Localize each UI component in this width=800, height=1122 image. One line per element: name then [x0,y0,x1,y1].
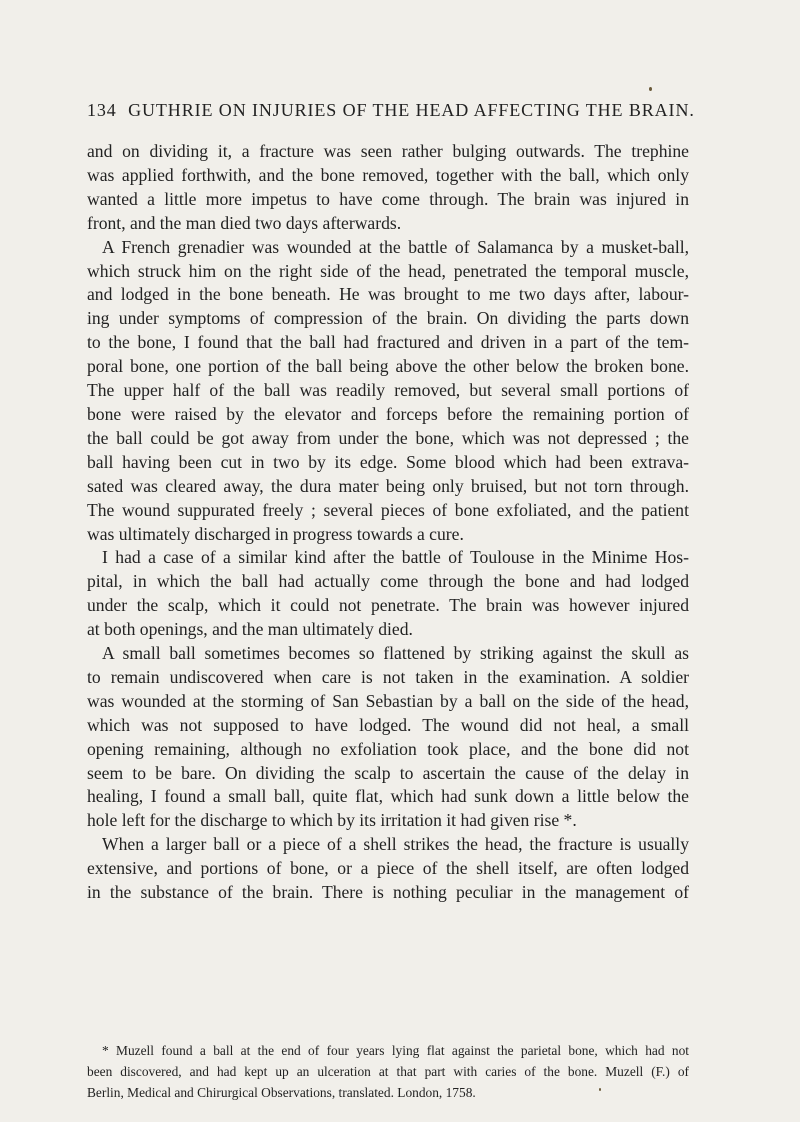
footnote-line: Berlin, Medical and Chirurgical Observations, translated. London, 1758. [87,1085,476,1101]
text-line: was wounded at the storming of San Sebastian by a ball on the side of the head, [87,690,689,711]
print-speck [649,87,652,91]
text-line: healing, I found a small ball, quite flat, which had sunk down a little below the [87,786,689,807]
text-line: ing under symptoms of compression of the brain. On dividing the parts down [87,308,689,329]
text-line: The wound suppurated freely ; several pieces of bone exfoliated, and the patient [87,499,689,520]
text-line: A French grenadier was wounded at the battle of Salamanca by a musket-ball, [102,236,689,257]
text-line: bone were raised by the elevator and forceps before the remaining portion of [87,403,689,424]
text-line: which struck him on the right side of the head, penetrated the temporal muscle, [87,260,689,281]
body-text [87,140,689,905]
text-line: opening remaining, although no exfoliation took place, and the bone did not [87,738,689,759]
text-line: sated was cleared away, the dura mater being only bruised, but not torn through. [87,475,689,496]
text-line: which was not supposed to have lodged. The wound did not heal, a small [87,714,689,735]
text-line: was ultimately discharged in progress towards a cure. [87,523,464,544]
text-line: under the scalp, which it could not penetrate. The brain was however injured [87,595,689,616]
text-line: I had a case of a similar kind after the battle of Toulouse in the Minime Hos- [102,547,689,568]
text-line: When a larger ball or a piece of a shell strikes the head, the fracture is usually [102,834,689,855]
footnote [87,1040,689,1104]
footnote-line: * Muzell found a ball at the end of four years lying flat against the parietal bone, which had not [102,1043,689,1058]
page-number: 134 [87,100,117,120]
footnote-line: been discovered, and had kept up an ulceration at that part with caries of the bone. Muzell (F.) of [87,1064,689,1080]
text-line: to remain undiscovered when care is not taken in the examination. A soldier [87,666,689,687]
text-line: in the substance of the brain. There is nothing peculiar in the management of [87,882,689,903]
text-line: The upper half of the ball was readily removed, but several small portions of [87,380,689,401]
text-line: the ball could be got away from under the bone, which was not depressed ; the [87,427,689,448]
text-line: hole left for the discharge to which by its irritation it had given rise *. [87,810,577,831]
text-line: and on dividing it, a fracture was seen rather bulging outwards. The trephine [87,141,689,161]
text-line: A small ball sometimes becomes so flattened by striking against the skull as [102,643,689,664]
text-line: front, and the man died two days afterwards. [87,212,402,233]
running-header [87,100,695,121]
text-line: and lodged in the bone beneath. He was brought to me two days after, labour- [87,284,689,305]
text-line: to the bone, I found that the ball had fractured and driven in a part of the tem- [87,332,689,353]
running-title: GUTHRIE ON INJURIES OF THE HEAD AFFECTING THE BRAIN. [128,100,695,120]
text-line: seem to be bare. On dividing the scalp to ascertain the cause of the delay in [87,762,689,783]
text-line: extensive, and portions of bone, or a piece of the shell itself, are often lodged [87,858,689,879]
text-line: ball having been cut in two by its edge. Some blood which had been extrava- [87,451,689,472]
text-line: poral bone, one portion of the ball being above the other below the broken bone. [87,356,689,377]
text-line: wanted a little more impetus to have come through. The brain was injured in [87,188,689,209]
print-speck [599,1088,601,1091]
text-line: pital, in which the ball had actually come through the bone and had lodged [87,571,689,592]
text-line: was applied forthwith, and the bone removed, together with the ball, which only [87,164,689,185]
text-line: at both openings, and the man ultimately died. [87,619,413,640]
